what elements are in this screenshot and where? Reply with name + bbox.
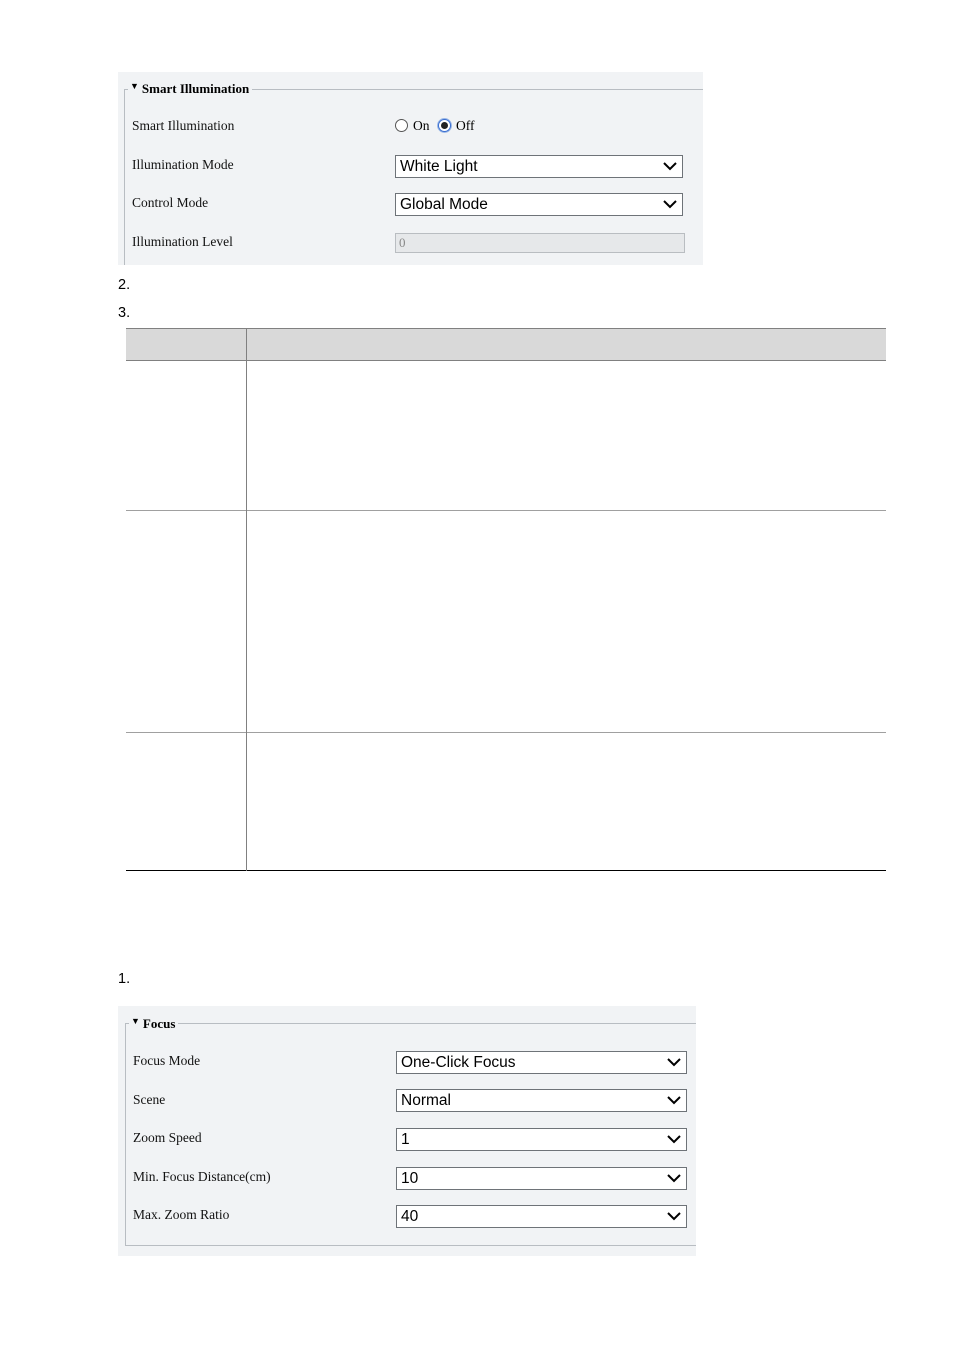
illumination-mode-select[interactable] [395, 155, 683, 178]
control-mode-select[interactable] [395, 193, 683, 216]
chevron-down-icon [666, 1132, 682, 1146]
radio-off[interactable] [438, 119, 451, 132]
chevron-down-icon [666, 1093, 682, 1107]
focus-mode-value: One-Click Focus [401, 1054, 516, 1071]
radio-off-label: Off [456, 118, 475, 133]
max-zoom-ratio-label: Max. Zoom Ratio [133, 1207, 230, 1222]
focus-legend[interactable]: ▼ Focus [129, 1016, 178, 1033]
min-focus-distance-value: 10 [401, 1170, 419, 1187]
illumination-mode-value: White Light [400, 158, 478, 175]
smart-illumination-legend[interactable]: ▼ Smart Illumination [128, 81, 252, 98]
radio-on-label: On [413, 118, 430, 133]
chevron-down-icon [666, 1055, 682, 1069]
table-header-row [126, 328, 886, 361]
collapse-triangle-icon[interactable]: ▼ [131, 1016, 140, 1026]
table-row-divider [126, 732, 886, 733]
smart-illumination-label: Smart Illumination [132, 118, 235, 133]
max-zoom-ratio-select[interactable] [396, 1205, 687, 1228]
zoom-speed-value: 1 [401, 1131, 410, 1148]
chevron-down-icon [666, 1171, 682, 1185]
focus-mode-label: Focus Mode [133, 1053, 201, 1068]
chevron-down-icon [662, 159, 678, 173]
max-zoom-ratio-value: 40 [401, 1208, 419, 1225]
illumination-level-input[interactable]: 0 [395, 233, 685, 253]
table-column-divider [246, 328, 247, 871]
control-mode-label: Control Mode [132, 195, 209, 210]
step-3-number: 3. [118, 305, 131, 321]
zoom-speed-label: Zoom Speed [133, 1130, 202, 1145]
collapse-triangle-icon[interactable]: ▼ [130, 81, 139, 91]
chevron-down-icon [666, 1209, 682, 1223]
focus-panel [118, 1006, 696, 1256]
zoom-speed-select[interactable] [396, 1128, 687, 1151]
scene-value: Normal [401, 1092, 451, 1109]
table-row-divider [126, 510, 886, 511]
min-focus-distance-select[interactable] [396, 1167, 687, 1190]
scene-select[interactable] [396, 1089, 687, 1112]
smart-illumination-panel [118, 72, 703, 265]
min-focus-distance-label: Min. Focus Distance(cm) [133, 1169, 271, 1184]
step-1-number: 1. [118, 971, 131, 987]
parameter-table [126, 328, 886, 871]
focus-mode-select[interactable] [396, 1051, 687, 1074]
illumination-level-label: Illumination Level [132, 234, 233, 249]
scene-label: Scene [133, 1092, 166, 1107]
radio-on[interactable] [395, 119, 408, 132]
step-2-number: 2. [118, 277, 131, 293]
illumination-mode-label: Illumination Mode [132, 157, 234, 172]
table-bottom-border [126, 870, 886, 871]
chevron-down-icon [662, 197, 678, 211]
control-mode-value: Global Mode [400, 196, 488, 213]
